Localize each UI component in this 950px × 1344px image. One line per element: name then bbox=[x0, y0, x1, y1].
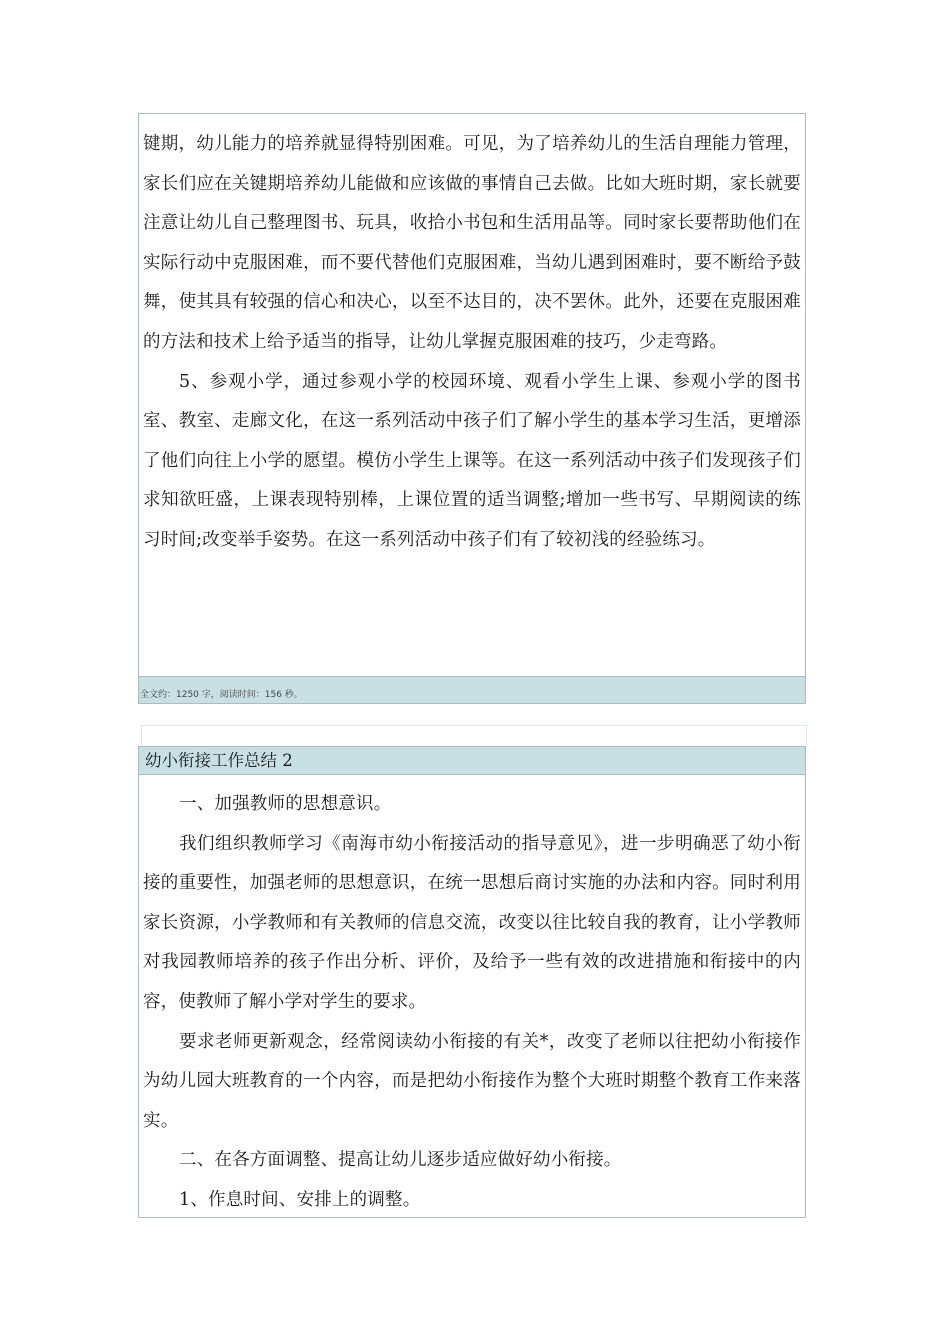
section-title: 幼小衔接工作总结 2 bbox=[139, 747, 805, 775]
paragraph: 要求老师更新观念，经常阅读幼小衔接的有关*，改变了老师以往把幼小衔接作为幼儿园大班教育的一个内容，而是把幼小衔接作为整个大班时期整个教育工作来落实。 bbox=[143, 1031, 801, 1131]
paragraph: 一、加强教师的思想意识。 bbox=[179, 794, 392, 814]
paragraph: 5、参观小学，通过参观小学的校园环境、观看小学生上课、参观小学的图书室、教室、走廊文化，在这一系列活动中孩子们了解小学生的基本学习生活，更增添了他们向往上小学的愿望。模仿小学生上课等。在这一系列活动中孩子们发现孩子们求知欲旺盛，上课表现特别棒，上课位置的适当调整;增加一些书写、早期阅读的练习时间;改变举手姿势。在这一系列活动中孩子们有了较初浅的经验练习。 bbox=[143, 371, 801, 550]
document-block-2 bbox=[138, 746, 806, 1218]
reading-stats-footer: 全文约：1250 字，阅读时间：156 秒。 bbox=[139, 676, 805, 703]
divider-strip bbox=[141, 725, 807, 745]
paragraph: 二、在各方面调整、提高让幼儿逐步适应做好幼小衔接。 bbox=[179, 1150, 622, 1171]
paragraph: 我们组织教师学习《南海市幼小衔接活动的指导意见》，进一步明确恶了幼小衔接的重要性，加强老师的思想意识，在统一思想后商讨实施的办法和内容。同时利用家长资源，小学教师和有关教师的信息交流，改变以往比较自我的教育，让小学教师对我园教师培养的孩子作出分析、评价，及给予一些有效的改进措施和衔接中的内容，使教师了解小学对学生的要求。 bbox=[143, 833, 801, 1012]
document-block-1 bbox=[138, 113, 806, 704]
paragraph: 1、作息时间、安排上的调整。 bbox=[179, 1189, 421, 1210]
block-1-body bbox=[139, 114, 805, 561]
paragraph: 键期，幼儿能力的培养就显得特别困难。可见，为了培养幼儿的生活自理能力管理，家长们应在关键期培养幼儿能做和应该做的事情自己去做。比如大班时期，家长就要注意让幼儿自己整理图书、玩具，收拾小书包和生活用品等。同时家长要帮助他们在实际行动中克服困难，而不要代替他们克服困难，当幼儿遇到困难时，要不断给予鼓舞，使其具有较强的信心和决心，以至不达目的，决不罢休。此外，还要在克服困难的方法和技术上给予适当的指导，让幼儿掌握克服困难的技巧，少走弯路。 bbox=[143, 134, 801, 352]
block-2-body bbox=[139, 775, 805, 1221]
